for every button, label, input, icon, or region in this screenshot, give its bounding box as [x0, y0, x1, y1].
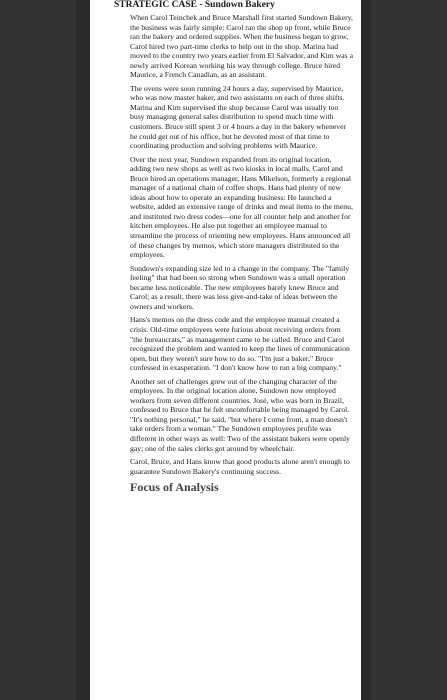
paragraph-6: Another set of challenges grew out of the changing character of the employees. In the original location alone, Sundown now employed workers from seven different countries. José, who was born in Brazil, confessed to Bruce that he felt uncomfortable being managed by Carol. "It's nothing personal," he said, "but where I come from, a man doesn't take orders from a woman." The Sundown employees profile was different in other ways as well: Two of the assistant bakers were openly gay; one of the sales clerks got around by wheelchair.	[130, 376, 350, 453]
paragraph-5: Hans's memos on the dress code and the employee manual created a crisis. Old-time employees were furious about receiving orders from "the bureaucrats," as management came to be called. Bruce and Carol recognized the problem and wanted to keep the lines of communication open, but they weren't sure how to do so. "I'm just a baker," Bruce confessed in exasperation. "I don't know how to run a big company."	[130, 315, 350, 373]
right-margin	[371, 0, 447, 700]
paragraph-3: Over the next year, Sundown expanded from its original location, adding two new shops as well as two kiosks in local malls. Carol and Bruce hired an operations manager, Hans Mikelson, formerly a regional manager of a national chain of coffee shops. Hans had plenty of new ideas about how to operate an expanding business: He launched a website, added an extensive range of drinks and meal items to the menu, and instituted two dress codes—one for all counter help and another for kitchen employees. He also put together an employee manual to streamline the process of orienting new employees. Hans announced all of these changes by memos, which store managers distributed to the employees.	[130, 154, 353, 260]
paragraph-7: Carol, Bruce, and Hans know that good products alone aren't enough to guarantee Sundown Bakery's continuing success.	[130, 457, 350, 476]
document-page	[90, 0, 361, 700]
document-title: STRATEGIC CASE - Sundown Bakery	[114, 0, 275, 10]
paragraph-4: Sundown's expanding size led to a change in the company. The "family feeling" that had been so strong when Sundown was a small operation became less noticeable. The new employees barely knew Bruce and Carol; as a result, there was less give-and-take of ideas between the owners and workers.	[130, 263, 350, 311]
left-margin	[0, 0, 76, 700]
paragraph-2: The ovens were soon running 24 hours a day, supervised by Maurice, who was now master baker, and two assistants on each of three shifts. Marina and Kim supervised the shop because Carol was usually too busy managing general sales distribution to spend much time with customers. Bruce still spent 3 or 4 hours a day in the bakery whenever he could get out of his office, but he devoted most of that time to coordinating production and solving problems with Maurice.	[130, 83, 347, 151]
paragraph-1: When Carol Teinchek and Bruce Marshall first started Sundown Bakery, the business was fairly simple: Carol ran the shop up front, while Bruce ran the bakery and ordered supplies. When the business began to grow, Carol hired two part-time clerks to help out in the shop. Marina had moved to the country two years earlier from El Salvador, and Kim was a newly arrived Korean working his way through college. Bruce hired Maurice, a French Canadian, as an assistant.	[130, 13, 353, 80]
cut-off-heading: Focus of Analysis	[130, 480, 219, 495]
